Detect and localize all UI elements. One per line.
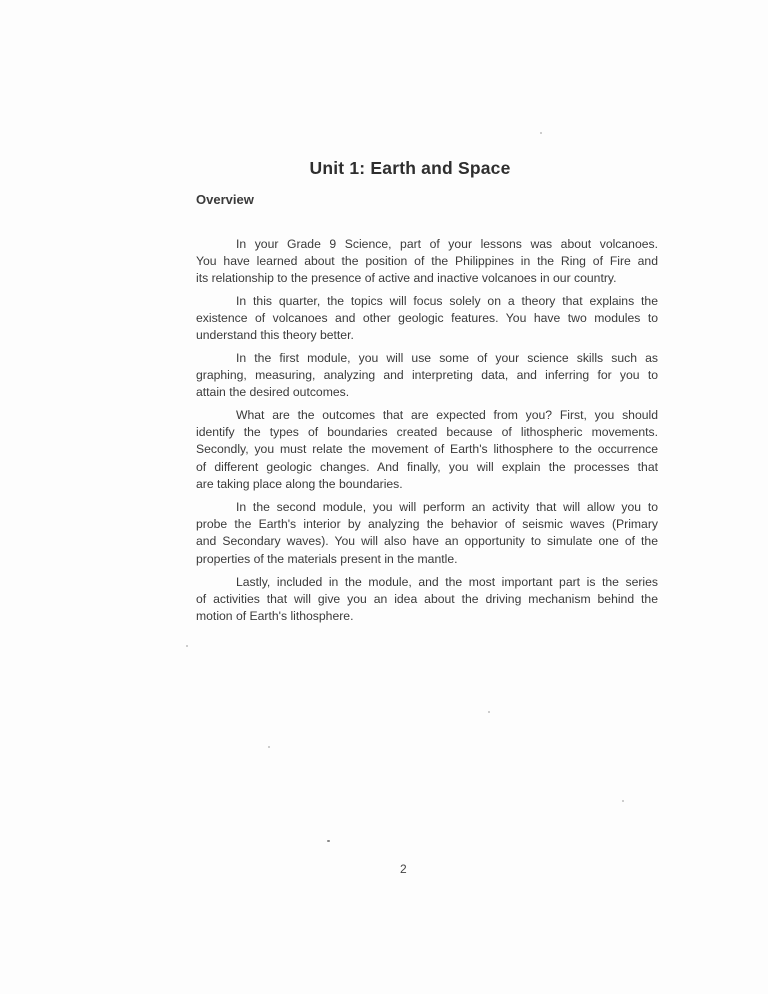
section-heading-overview: Overview bbox=[196, 192, 254, 207]
paragraph-line: of activities that will give you an idea about the driving mechanism behind the bbox=[196, 592, 658, 607]
paragraph-line: existence of volcanoes and other geologic features. You have two modules to bbox=[196, 311, 658, 326]
scan-speck bbox=[540, 132, 542, 134]
paragraph-5 bbox=[196, 499, 658, 568]
page-number: 2 bbox=[400, 862, 407, 876]
paragraph-line: In this quarter, the topics will focus solely on a theory that explains the bbox=[236, 294, 658, 308]
paragraph-line: and Secondary waves). You will also have an opportunity to simulate one of the bbox=[196, 534, 658, 549]
paragraph-6 bbox=[196, 574, 658, 626]
scan-speck bbox=[327, 840, 330, 842]
paragraph-line: In your Grade 9 Science, part of your lessons was about volcanoes. bbox=[236, 237, 658, 251]
paragraph-line: understand this theory better. bbox=[196, 328, 354, 343]
paragraph-line: In the second module, you will perform an activity that will allow you to bbox=[236, 500, 658, 514]
paragraph-2 bbox=[196, 293, 658, 345]
paragraph-line: attain the desired outcomes. bbox=[196, 385, 350, 400]
paragraph-line: Secondly, you must relate the movement of Earth's lithosphere to the occurrence bbox=[196, 442, 658, 457]
paragraph-line: graphing, measuring, analyzing and interpreting data, and inferring for you to bbox=[196, 368, 658, 383]
paragraph-line: What are the outcomes that are expected from you? First, you should bbox=[236, 408, 658, 422]
paragraph-line: are taking place along the boundaries. bbox=[196, 476, 403, 491]
scan-speck bbox=[268, 746, 270, 748]
paragraph-line: motion of Earth's lithosphere. bbox=[196, 609, 354, 624]
paragraph-line: identify the types of boundaries created because of lithospheric movements. bbox=[196, 425, 658, 440]
paragraph-1 bbox=[196, 236, 658, 288]
paragraph-line: In the first module, you will use some of your science skills such as bbox=[236, 351, 658, 365]
scan-speck bbox=[186, 645, 188, 647]
unit-title: Unit 1: Earth and Space bbox=[309, 158, 511, 178]
paragraph-3 bbox=[196, 350, 658, 402]
paragraph-line: its relationship to the presence of active and inactive volcanoes in our country. bbox=[196, 271, 617, 286]
paragraph-line: probe the Earth's interior by analyzing the behavior of seismic waves (Primary bbox=[196, 517, 658, 532]
paragraph-line: Lastly, included in the module, and the most important part is the series bbox=[236, 575, 658, 589]
paragraph-line: properties of the materials present in the mantle. bbox=[196, 551, 458, 566]
paragraph-4 bbox=[196, 407, 658, 493]
paragraph-line: You have learned about the position of the Philippines in the Ring of Fire and bbox=[196, 254, 658, 269]
scan-speck bbox=[622, 800, 624, 802]
scan-speck bbox=[488, 711, 490, 713]
paragraph-line: of different geologic changes. And finally, you will explain the processes that bbox=[196, 459, 658, 474]
